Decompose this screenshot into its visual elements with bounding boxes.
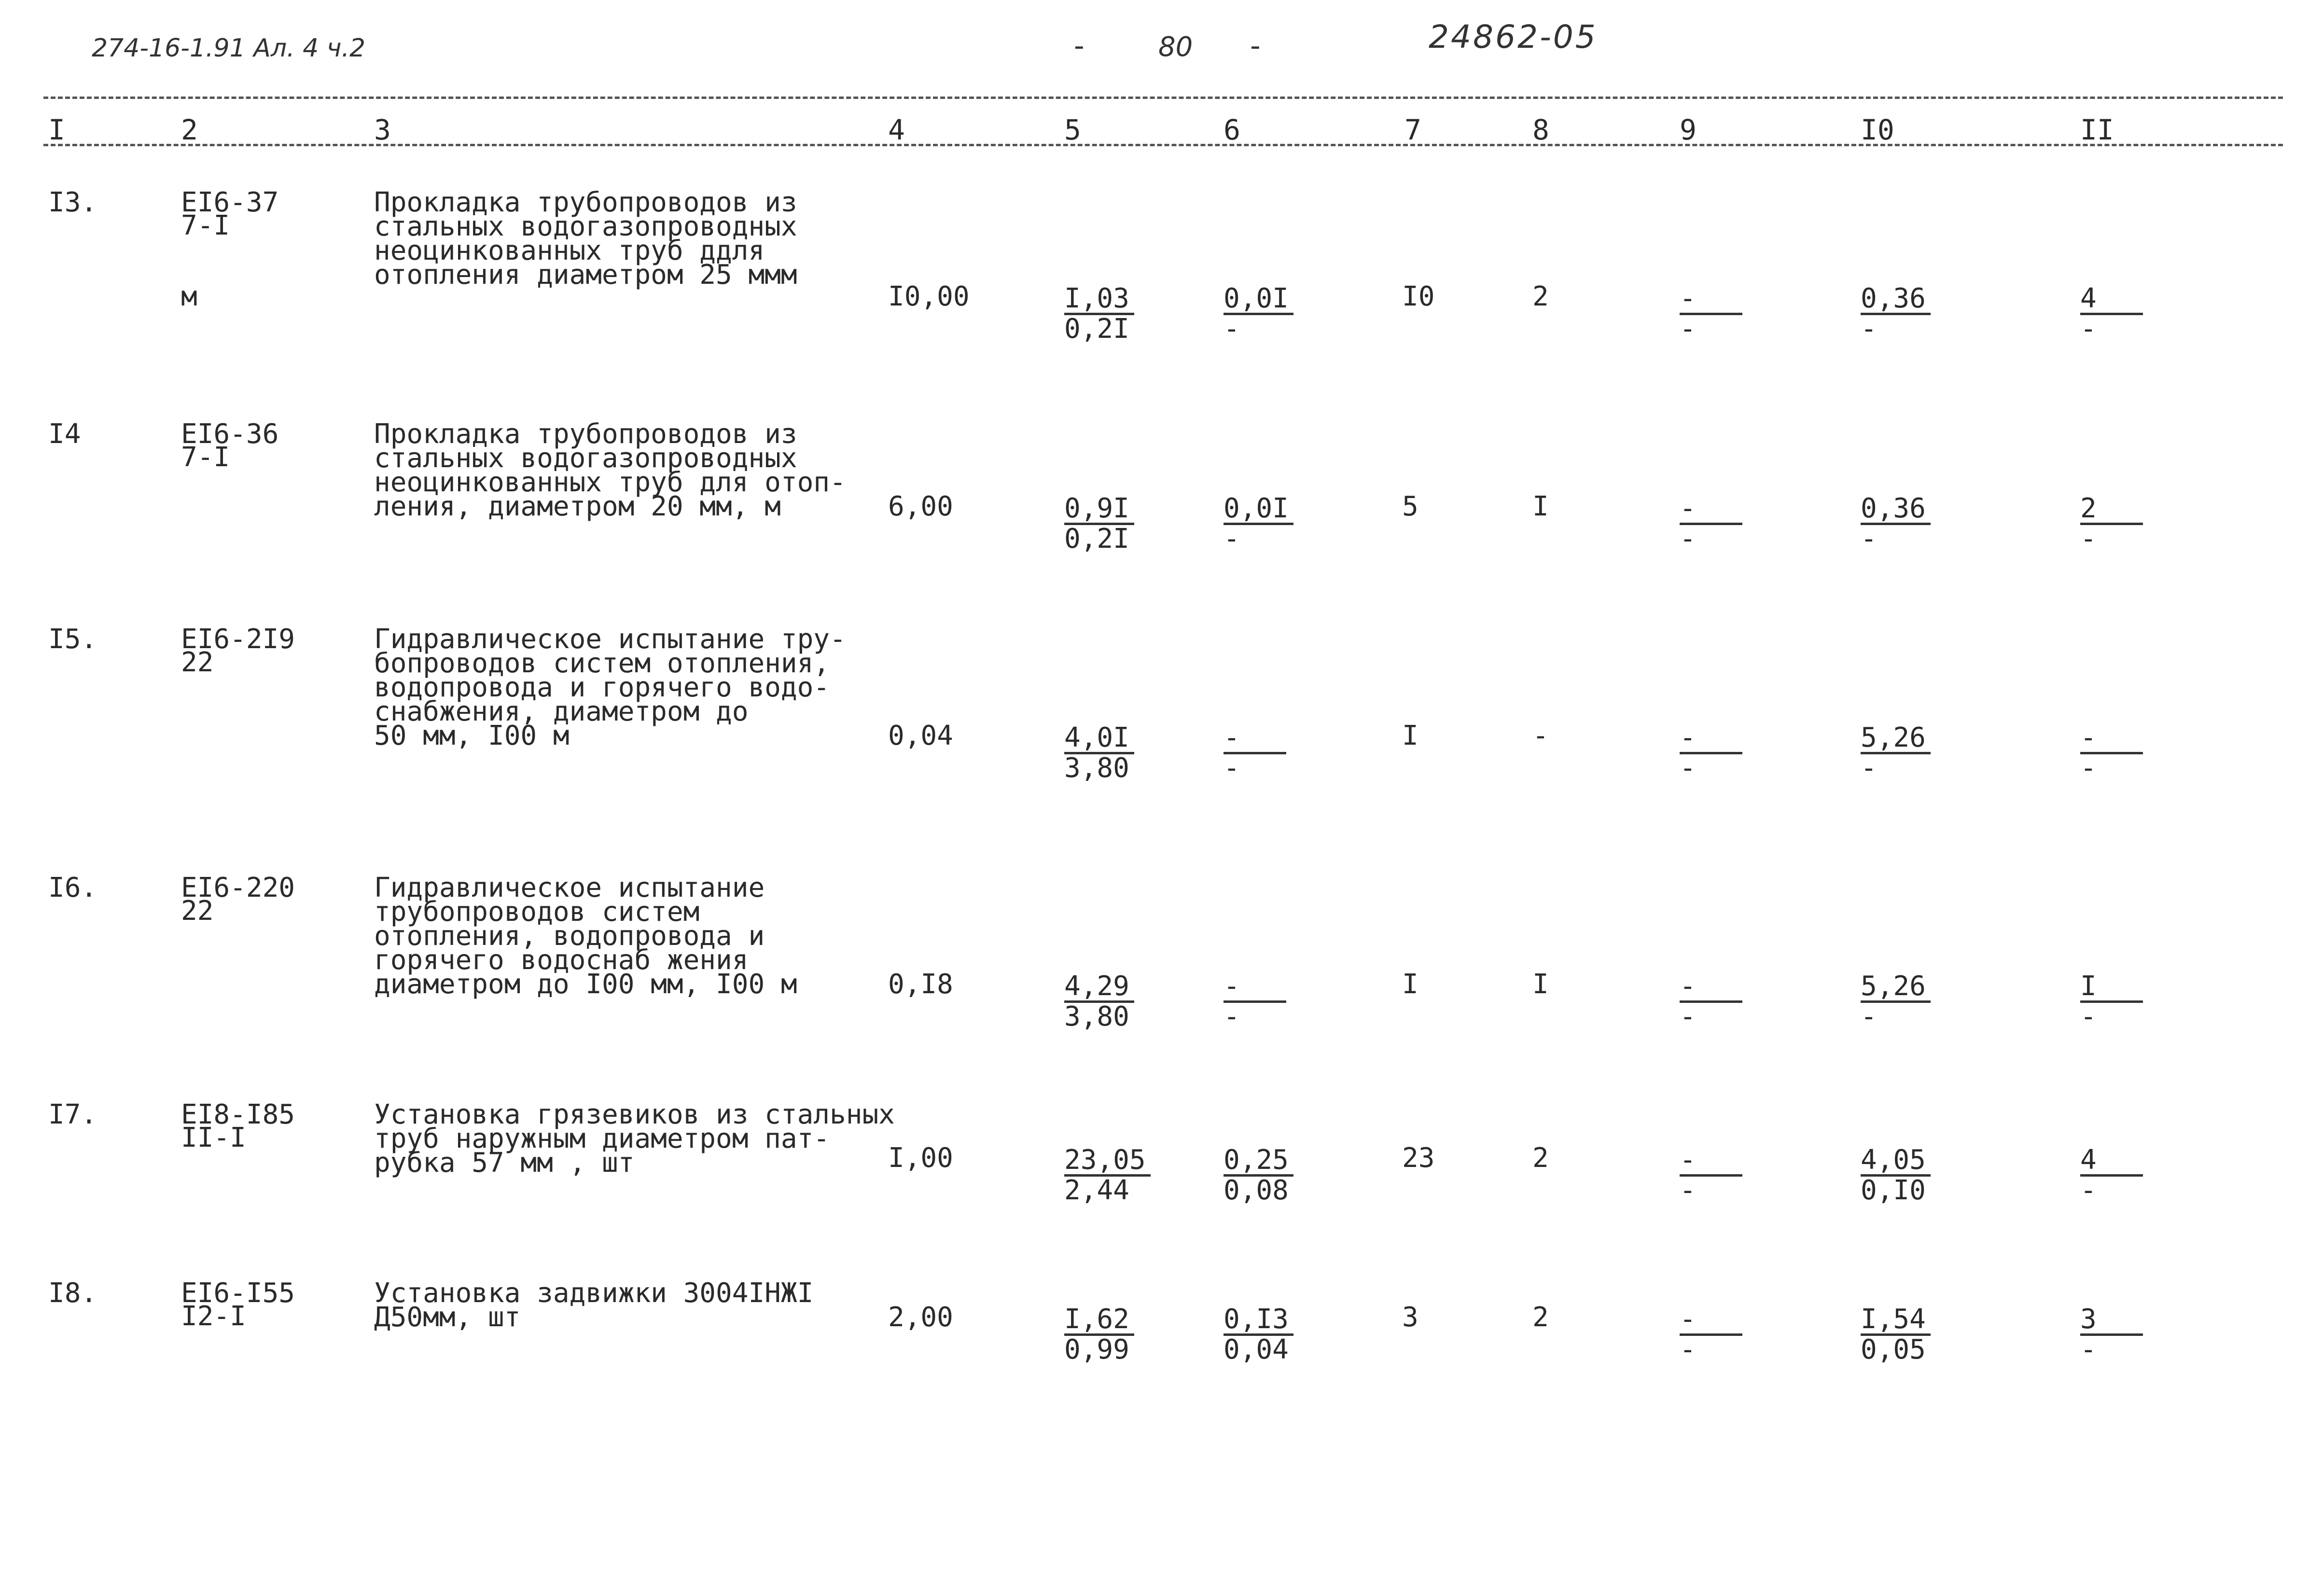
machine-total-cell (1680, 972, 1742, 1031)
price-code-sub: II-I (181, 1122, 246, 1153)
machine-total-cell-numerator: - (1680, 285, 1742, 315)
work-description: Прокладка трубопроводов из стальных водогазопроводных неоцинкованных труб ддля отопления диаметром 25 ммм (374, 187, 797, 291)
price-code: EI6-I55 (181, 1277, 295, 1309)
cost-cell-denominator: 2,44 (1064, 1175, 1129, 1206)
column-header-4: 4 (888, 113, 905, 146)
total-direct-value: 5 (1402, 491, 1419, 522)
work-description: Прокладка трубопроводов из стальных водогазопроводных неоцинкованных труб для отоп- ления, диаметром 20 мм, м (374, 418, 846, 522)
labor-cost-cell-numerator: 0,36 (1861, 285, 1931, 315)
cost-cell-denominator: 0,2I (1064, 523, 1129, 555)
labor-total-cell (2080, 495, 2143, 553)
labor-cost-cell-numerator: 5,26 (1861, 972, 1931, 1003)
column-header-10: I0 (1861, 113, 1894, 146)
labor-total-cell (2080, 724, 2143, 782)
machine-total-cell-denominator: - (1680, 313, 1696, 345)
labor-cost-cell (1861, 724, 1931, 782)
labor-total-cell-denominator: - (2080, 313, 2097, 345)
price-code-sub: 22 (181, 895, 214, 927)
quantity-value: I0,00 (888, 281, 970, 312)
price-code-sub: 22 (181, 647, 214, 678)
column-header-6: 6 (1224, 113, 1240, 146)
unit-label: м (181, 281, 197, 312)
labor-cost-cell (1861, 1305, 1931, 1364)
labor-cost-cell-denominator: - (1861, 752, 1877, 784)
machine-cost-cell-numerator: 0,0I (1224, 495, 1294, 525)
machine-cost-cell (1224, 724, 1286, 782)
cost-cell-numerator: 4,0I (1064, 724, 1134, 754)
quantity-value: 6,00 (888, 491, 953, 522)
labor-total-cell-denominator: - (2080, 1175, 2097, 1206)
labor-total-cell (2080, 972, 2143, 1031)
machine-cost-cell-denominator: - (1224, 313, 1240, 345)
column-header-5: 5 (1064, 113, 1081, 146)
labor-cost-cell (1861, 972, 1931, 1031)
work-description: Установка задвижки 3004IНЖI Д50мм, шт (374, 1277, 814, 1333)
quantity-value: 2,00 (888, 1302, 953, 1333)
machine-cost-cell (1224, 1305, 1294, 1364)
column-header-7: 7 (1405, 113, 1421, 146)
labor-cost-cell-numerator: 5,26 (1861, 724, 1931, 754)
machine-cost-cell-denominator: - (1224, 1001, 1240, 1032)
labor-cost-cell-denominator: 0,05 (1861, 1334, 1926, 1365)
labor-cost-cell-numerator: 4,05 (1861, 1146, 1931, 1177)
price-code-sub: 7-I (181, 442, 230, 473)
price-code-sub: I2-I (181, 1301, 246, 1332)
cost-cell (1064, 972, 1134, 1031)
machine-total-cell (1680, 724, 1742, 782)
total-direct-value: I (1402, 720, 1419, 751)
machine-total-cell (1680, 285, 1742, 343)
machine-cost-cell-numerator: 0,I3 (1224, 1305, 1294, 1336)
work-description: Гидравлическое испытание трубопроводов систем отопления, водопровода и горячего водоснаб жения диаметром до I00 мм, I00 м (374, 872, 797, 1000)
labor-total-cell (2080, 285, 2143, 343)
machine-cost-cell (1224, 1146, 1294, 1205)
labor-cost-cell-denominator: - (1861, 313, 1877, 345)
row-number: I5. (48, 624, 97, 655)
machine-total-cell-denominator: - (1680, 1001, 1696, 1032)
machine-cost-cell-numerator: - (1224, 972, 1286, 1003)
machine-total-cell-denominator: - (1680, 1334, 1696, 1365)
wages-value: 2 (1532, 281, 1549, 312)
labor-total-cell-numerator: 4 (2080, 1146, 2143, 1177)
machine-cost-cell (1224, 495, 1294, 553)
total-direct-value: I0 (1402, 281, 1435, 312)
machine-total-cell-numerator: - (1680, 495, 1742, 525)
price-code: EI6-220 (181, 872, 295, 903)
machine-cost-cell-denominator: - (1224, 523, 1240, 555)
price-code: EI6-36 (181, 418, 279, 450)
document-code: 24862-05 (1429, 18, 1598, 56)
cost-cell (1064, 285, 1134, 343)
machine-total-cell-denominator: - (1680, 523, 1696, 555)
machine-cost-cell-denominator: 0,08 (1224, 1175, 1289, 1206)
cost-cell-denominator: 3,80 (1064, 1001, 1129, 1032)
cost-cell-numerator: 23,05 (1064, 1146, 1151, 1177)
price-code: EI6-37 (181, 187, 279, 218)
machine-total-cell (1680, 1146, 1742, 1205)
wages-value: I (1532, 491, 1549, 522)
total-direct-value: I (1402, 969, 1419, 1000)
column-header-2: 2 (181, 113, 198, 146)
labor-total-cell-numerator: I (2080, 972, 2143, 1003)
cost-cell-numerator: 4,29 (1064, 972, 1134, 1003)
page-number: 80 (1158, 31, 1193, 63)
price-code: EI6-2I9 (181, 624, 295, 655)
quantity-value: 0,04 (888, 720, 953, 751)
labor-cost-cell-numerator: 0,36 (1861, 495, 1931, 525)
row-number: I3. (48, 187, 97, 218)
total-direct-value: 23 (1402, 1142, 1435, 1174)
wages-value: 2 (1532, 1302, 1549, 1333)
header-rule-top (43, 97, 2283, 99)
cost-cell-numerator: I,62 (1064, 1305, 1134, 1336)
machine-total-cell-numerator: - (1680, 972, 1742, 1003)
machine-total-cell (1680, 495, 1742, 553)
wages-value: - (1532, 720, 1549, 751)
cost-cell (1064, 1305, 1134, 1364)
machine-total-cell-numerator: - (1680, 724, 1742, 754)
labor-total-cell (2080, 1146, 2143, 1205)
row-number: I4 (48, 418, 81, 450)
cost-cell (1064, 495, 1134, 553)
total-direct-value: 3 (1402, 1302, 1419, 1333)
labor-total-cell-numerator: 2 (2080, 495, 2143, 525)
labor-cost-cell (1861, 495, 1931, 553)
price-code-sub: 7-I (181, 210, 230, 241)
machine-cost-cell-numerator: - (1224, 724, 1286, 754)
cost-cell (1064, 1146, 1151, 1205)
labor-total-cell-numerator: 4 (2080, 285, 2143, 315)
labor-total-cell-denominator: - (2080, 1334, 2097, 1365)
machine-total-cell-numerator: - (1680, 1305, 1742, 1336)
wages-value: 2 (1532, 1142, 1549, 1174)
labor-cost-cell-denominator: 0,I0 (1861, 1175, 1926, 1206)
machine-cost-cell-denominator: 0,04 (1224, 1334, 1289, 1365)
row-number: I6. (48, 872, 97, 903)
price-code: EI8-I85 (181, 1099, 295, 1130)
column-header-9: 9 (1680, 113, 1697, 146)
labor-cost-cell-denominator: - (1861, 523, 1877, 555)
labor-total-cell-denominator: - (2080, 1001, 2097, 1032)
cost-cell-numerator: I,03 (1064, 285, 1134, 315)
cost-cell-denominator: 0,2I (1064, 313, 1129, 345)
machine-cost-cell-denominator: - (1224, 752, 1240, 784)
cost-cell-denominator: 0,99 (1064, 1334, 1129, 1365)
work-description: Установка грязевиков из стальных труб наружным диаметром пат- рубка 57 мм , шт (374, 1099, 895, 1179)
quantity-value: I,00 (888, 1142, 953, 1174)
column-header-3: 3 (374, 113, 391, 146)
cost-cell-denominator: 3,80 (1064, 752, 1129, 784)
labor-total-cell-denominator: - (2080, 523, 2097, 555)
labor-cost-cell-numerator: I,54 (1861, 1305, 1931, 1336)
page-number-dash-left: - (1074, 29, 1085, 63)
page-number-dash-right: - (1250, 29, 1261, 63)
row-number: I7. (48, 1099, 97, 1130)
row-number: I8. (48, 1277, 97, 1309)
machine-total-cell (1680, 1305, 1742, 1364)
labor-cost-cell (1861, 285, 1931, 343)
document-reference: 274-16-1.91 Ал. 4 ч.2 (92, 34, 366, 63)
labor-total-cell-numerator: - (2080, 724, 2143, 754)
labor-cost-cell (1861, 1146, 1931, 1205)
labor-total-cell-numerator: 3 (2080, 1305, 2143, 1336)
machine-total-cell-denominator: - (1680, 1175, 1696, 1206)
labor-total-cell (2080, 1305, 2143, 1364)
machine-total-cell-numerator: - (1680, 1146, 1742, 1177)
machine-cost-cell (1224, 972, 1286, 1031)
machine-cost-cell (1224, 285, 1294, 343)
machine-cost-cell-numerator: 0,0I (1224, 285, 1294, 315)
machine-total-cell-denominator: - (1680, 752, 1696, 784)
quantity-value: 0,I8 (888, 969, 953, 1000)
labor-cost-cell-denominator: - (1861, 1001, 1877, 1032)
column-header-8: 8 (1532, 113, 1549, 146)
cost-cell (1064, 724, 1134, 782)
machine-cost-cell-numerator: 0,25 (1224, 1146, 1294, 1177)
cost-cell-numerator: 0,9I (1064, 495, 1134, 525)
labor-total-cell-denominator: - (2080, 752, 2097, 784)
work-description: Гидравлическое испытание тру- бопроводов систем отопления, водопровода и горячего водо- снабжения, диаметром до 50 мм, I00 м (374, 624, 846, 751)
column-header-11: II (2080, 113, 2114, 146)
column-header-1: I (48, 113, 65, 146)
wages-value: I (1532, 969, 1549, 1000)
